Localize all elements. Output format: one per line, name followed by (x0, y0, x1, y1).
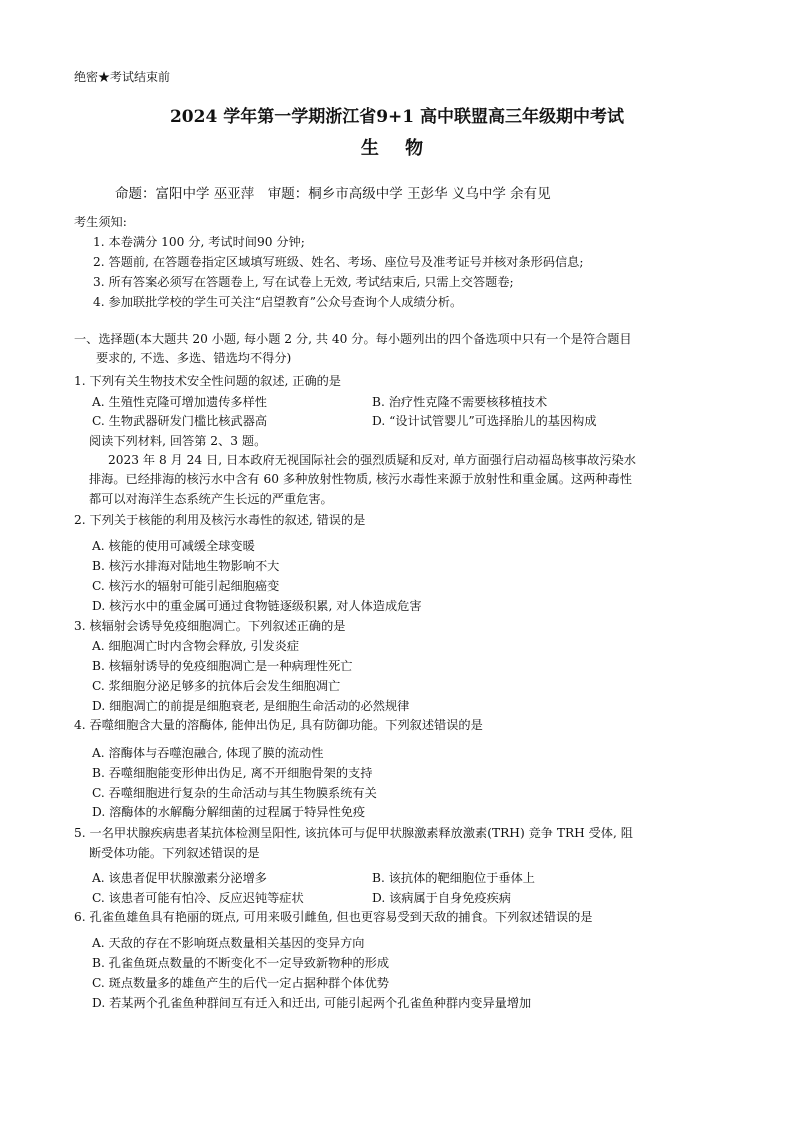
material-text: 都可以对海洋生态系统产生长远的严重危害。 (89, 492, 333, 506)
q6-option-d: D. 若某两个孔雀鱼种群间互有迁入和迁出, 可能引起两个孔雀鱼种群内变异量增加 (92, 996, 532, 1010)
q5-option-a: A. 该患者促甲状腺激素分泌增多 (92, 871, 267, 885)
q3-option-d: D. 细胞凋亡的前提是细胞衰老, 是细胞生命活动的必然规律 (92, 699, 410, 713)
q1-option-a: A. 生殖性克隆可增加遗传多样性 (92, 395, 267, 409)
q1-option-b: B. 治疗性克隆不需要核移植技术 (372, 395, 548, 409)
author-line: 命题：富阳中学 巫亚萍 审题：桐乡市高级中学 王彭华 义乌中学 余有见 (115, 186, 551, 202)
notice-item: 4. 参加联批学校的学生可关注“启望教育”公众号查询个人成绩分析。 (93, 295, 463, 309)
subject-title: 生 物 (360, 138, 434, 159)
notice-item: 3. 所有答案必须写在答题卷上, 写在试卷上无效, 考试结束后, 只需上交答题卷; (93, 275, 514, 289)
exam-title: 2024 学年第一学期浙江省9+1 高中联盟高三年级期中考试 (169, 107, 625, 127)
q1-option-c: C. 生物武器研发门槛比核武器高 (92, 414, 268, 428)
q6-option-a: A. 天敌的存在不影响斑点数量相关基因的变异方向 (92, 936, 365, 950)
q6-option-c: C. 斑点数量多的雄鱼产生的后代一定占据种群个体优势 (92, 976, 389, 990)
question-3-stem: 3. 核辐射会诱导免疫细胞凋亡。下列叙述正确的是 (74, 619, 346, 633)
material-text: 排海。已经排海的核污水中含有 60 多种放射性物质, 核污水毒性来源于放射性和重金属。这两种毒性 (89, 472, 632, 486)
q4-option-c: C. 吞噬细胞进行复杂的生命活动与其生物膜系统有关 (92, 786, 377, 800)
q2-option-b: B. 核污水排海对陆地生物影响不大 (92, 559, 280, 573)
q5-option-d: D. 该病属于自身免疫疾病 (372, 891, 511, 905)
question-6-stem: 6. 孔雀鱼雄鱼具有艳丽的斑点, 可用来吸引雌鱼, 但也更容易受到天敌的捕食。下列叙述错误的是 (74, 910, 593, 924)
material-text: 2023 年 8 月 24 日, 日本政府无视国际社会的强烈质疑和反对, 单方面强行启动福岛核事故污染水 (108, 453, 636, 467)
q3-option-c: C. 浆细胞分泌足够多的抗体后会发生细胞凋亡 (92, 679, 341, 693)
question-4-stem: 4. 吞噬细胞含大量的溶酶体, 能伸出伪足, 具有防御功能。下列叙述错误的是 (74, 718, 483, 732)
q4-option-b: B. 吞噬细胞能变形伸出伪足, 离不开细胞骨架的支持 (92, 766, 373, 780)
question-5-stem: 5. 一名甲状腺疾病患者某抗体检测呈阳性, 该抗体可与促甲状腺激素释放激素(TRH) 竞争 TRH 受体, 阻 (74, 826, 633, 840)
q2-option-c: C. 核污水的辐射可能引起细胞癌变 (92, 579, 280, 593)
question-2-stem: 2. 下列关于核能的利用及核污水毒性的叙述, 错误的是 (74, 513, 366, 527)
q3-option-a: A. 细胞凋亡时内含物会释放, 引发炎症 (92, 639, 300, 653)
section-heading: 一、选择题(本大题共 20 小题, 每小题 2 分, 共 40 分。每小题列出的四个备选项中只有一个是符合题目 (74, 332, 632, 346)
notice-heading: 考生须知: (74, 215, 127, 229)
question-5-stem-cont: 断受体功能。下列叙述错误的是 (89, 846, 260, 860)
q2-option-a: A. 核能的使用可减缓全球变暖 (92, 539, 255, 553)
q6-option-b: B. 孔雀鱼斑点数量的不断变化不一定导致新物种的形成 (92, 956, 390, 970)
q5-option-b: B. 该抗体的靶细胞位于垂体上 (372, 871, 535, 885)
material-intro: 阅读下列材料, 回答第 2、3 题。 (89, 434, 267, 448)
q5-option-c: C. 该患者可能有怕冷、反应迟钝等症状 (92, 891, 304, 905)
question-1-stem: 1. 下列有关生物技术安全性问题的叙述, 正确的是 (74, 374, 341, 388)
q2-option-d: D. 核污水中的重金属可通过食物链逐级积累, 对人体造成危害 (92, 599, 422, 613)
notice-item: 2. 答题前, 在答题卷指定区域填写班级、姓名、考场、座位号及准考证号并核对条形码信息; (93, 255, 584, 269)
q4-option-a: A. 溶酶体与吞噬泡融合, 体现了膜的流动性 (92, 746, 324, 760)
q4-option-d: D. 溶酶体的水解酶分解细菌的过程属于特异性免疫 (92, 805, 366, 819)
q3-option-b: B. 核辐射诱导的免疫细胞凋亡是一种病理性死亡 (92, 659, 353, 673)
section-heading-cont: 要求的, 不选、多选、错选均不得分) (96, 351, 292, 365)
q1-option-d: D. “设计试管婴儿”可选择胎儿的基因构成 (372, 414, 597, 428)
confidential-label: 绝密★考试结束前 (74, 70, 171, 84)
notice-item: 1. 本卷满分 100 分, 考试时间90 分钟; (93, 235, 305, 249)
